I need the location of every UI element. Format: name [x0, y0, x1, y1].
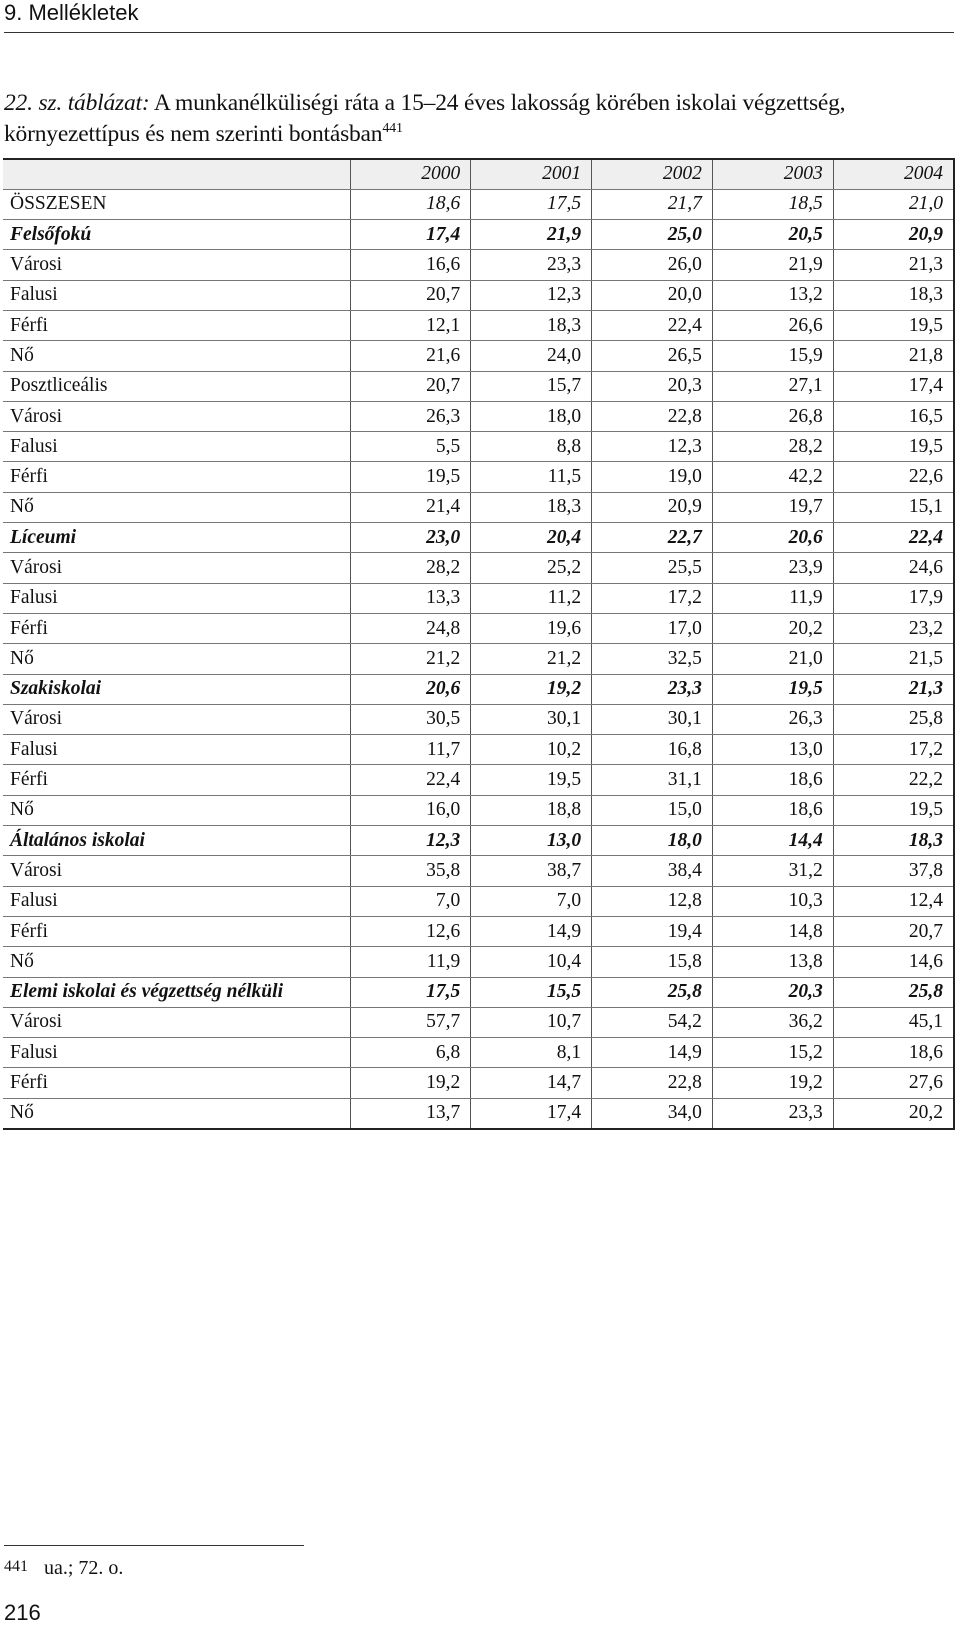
table-cell: 21,0	[833, 189, 954, 219]
table-row	[3, 674, 954, 704]
row-label: Nő	[3, 644, 350, 674]
table-cell: 22,8	[592, 401, 713, 431]
table-cell: 15,0	[592, 795, 713, 825]
table-cell: 10,7	[471, 1007, 592, 1037]
row-label: Nő	[3, 1098, 350, 1128]
table-row	[3, 341, 954, 371]
table-cell: 20,4	[471, 523, 592, 553]
table-cell: 35,8	[350, 856, 471, 886]
table-cell: 54,2	[592, 1007, 713, 1037]
table-cell: 20,3	[592, 371, 713, 401]
table-row	[3, 371, 954, 401]
table-cell: 8,8	[471, 432, 592, 462]
table-row	[3, 553, 954, 583]
table-cell: 23,3	[592, 674, 713, 704]
table-row	[3, 947, 954, 977]
table-cell: 20,5	[712, 220, 833, 250]
table-cell: 15,7	[471, 371, 592, 401]
header-row	[3, 159, 954, 189]
row-label: Szakiskolai	[3, 674, 350, 704]
table-cell: 27,1	[712, 371, 833, 401]
table-row	[3, 432, 954, 462]
table-cell: 15,8	[592, 947, 713, 977]
table-row	[3, 280, 954, 310]
table-cell: 23,0	[350, 523, 471, 553]
row-label: Falusi	[3, 1038, 350, 1068]
table-cell: 11,9	[350, 947, 471, 977]
table-cell: 21,2	[471, 644, 592, 674]
table-cell: 22,7	[592, 523, 713, 553]
table-cell: 10,2	[471, 735, 592, 765]
table-cell: 19,4	[592, 916, 713, 946]
table-cell: 18,3	[471, 492, 592, 522]
table-cell: 30,1	[471, 704, 592, 734]
table-cell: 17,4	[471, 1098, 592, 1128]
row-label: Férfi	[3, 1068, 350, 1098]
table-cell: 18,0	[471, 401, 592, 431]
table-cell: 15,2	[712, 1038, 833, 1068]
row-label: Nő	[3, 492, 350, 522]
table-cell: 20,3	[712, 977, 833, 1007]
table-row	[3, 250, 954, 280]
row-label: Falusi	[3, 432, 350, 462]
table-row	[3, 916, 954, 946]
table-cell: 18,6	[712, 795, 833, 825]
table-cell: 19,2	[350, 1068, 471, 1098]
row-label: Városi	[3, 1007, 350, 1037]
table-cell: 12,3	[592, 432, 713, 462]
table-cell: 31,2	[712, 856, 833, 886]
table-cell: 15,1	[833, 492, 954, 522]
table-cell: 14,4	[712, 826, 833, 856]
table-cell: 26,8	[712, 401, 833, 431]
table-cell: 15,5	[471, 977, 592, 1007]
table-cell: 21,8	[833, 341, 954, 371]
row-label: Posztliceális	[3, 371, 350, 401]
table-cell: 15,9	[712, 341, 833, 371]
table-cell: 22,4	[592, 310, 713, 340]
table-cell: 18,3	[471, 310, 592, 340]
table-cell: 18,3	[833, 826, 954, 856]
table-cell: 19,0	[592, 462, 713, 492]
table-cell: 11,5	[471, 462, 592, 492]
header-corner	[3, 159, 350, 189]
table-cell: 11,2	[471, 583, 592, 613]
table-row	[3, 795, 954, 825]
table-cell: 32,5	[592, 644, 713, 674]
table-cell: 34,0	[592, 1098, 713, 1128]
table-row	[3, 735, 954, 765]
table-cell: 17,2	[833, 735, 954, 765]
table-row	[3, 492, 954, 522]
table-row	[3, 1098, 954, 1128]
row-label: Városi	[3, 553, 350, 583]
table-cell: 18,6	[833, 1038, 954, 1068]
table-cell: 10,3	[712, 886, 833, 916]
table-cell: 14,9	[592, 1038, 713, 1068]
table-cell: 13,7	[350, 1098, 471, 1128]
table-row	[3, 462, 954, 492]
table-cell: 26,5	[592, 341, 713, 371]
table-cell: 20,2	[833, 1098, 954, 1128]
table-row	[3, 523, 954, 553]
table-cell: 18,0	[592, 826, 713, 856]
table-cell: 25,8	[833, 977, 954, 1007]
table-row	[3, 826, 954, 856]
row-label: Általános iskolai	[3, 826, 350, 856]
table-cell: 20,0	[592, 280, 713, 310]
table-cell: 21,2	[350, 644, 471, 674]
table-row	[3, 583, 954, 613]
table-cell: 21,9	[712, 250, 833, 280]
table-cell: 19,5	[350, 462, 471, 492]
table-cell: 17,5	[350, 977, 471, 1007]
table-cell: 36,2	[712, 1007, 833, 1037]
table-cell: 19,5	[471, 765, 592, 795]
table-row	[3, 977, 954, 1007]
table-cell: 17,5	[471, 189, 592, 219]
row-label: Felsőfokú	[3, 220, 350, 250]
table-cell: 18,8	[471, 795, 592, 825]
table-cell: 17,2	[592, 583, 713, 613]
table-cell: 13,0	[712, 735, 833, 765]
row-label: Városi	[3, 856, 350, 886]
table-cell: 19,7	[712, 492, 833, 522]
year-header: 2001	[471, 159, 592, 189]
table-cell: 21,7	[592, 189, 713, 219]
row-label: Férfi	[3, 310, 350, 340]
table-cell: 22,4	[833, 523, 954, 553]
table-cell: 26,3	[350, 401, 471, 431]
table-cell: 17,4	[350, 220, 471, 250]
table-cell: 12,6	[350, 916, 471, 946]
row-label: Nő	[3, 341, 350, 371]
table-cell: 22,2	[833, 765, 954, 795]
table-cell: 30,1	[592, 704, 713, 734]
running-header: 9. Mellékletek	[4, 0, 954, 33]
table-cell: 10,4	[471, 947, 592, 977]
table-cell: 21,4	[350, 492, 471, 522]
table-cell: 13,8	[712, 947, 833, 977]
table-cell: 18,6	[350, 189, 471, 219]
table-cell: 28,2	[350, 553, 471, 583]
table-cell: 37,8	[833, 856, 954, 886]
table-row	[3, 220, 954, 250]
table-row	[3, 704, 954, 734]
table-cell: 6,8	[350, 1038, 471, 1068]
table-cell: 18,5	[712, 189, 833, 219]
table-cell: 20,6	[350, 674, 471, 704]
table-row	[3, 765, 954, 795]
table-cell: 14,8	[712, 916, 833, 946]
table-cell: 16,5	[833, 401, 954, 431]
row-label: Falusi	[3, 583, 350, 613]
row-label: Falusi	[3, 735, 350, 765]
row-label: Nő	[3, 947, 350, 977]
table-cell: 7,0	[350, 886, 471, 916]
table-cell: 14,9	[471, 916, 592, 946]
table-cell: 7,0	[471, 886, 592, 916]
table-cell: 19,5	[833, 795, 954, 825]
table-cell: 20,9	[833, 220, 954, 250]
table-cell: 38,7	[471, 856, 592, 886]
footnote	[4, 1555, 123, 1580]
year-header: 2000	[350, 159, 471, 189]
table-cell: 23,9	[712, 553, 833, 583]
year-header: 2003	[712, 159, 833, 189]
footnote-ref: 441	[382, 121, 403, 136]
table-cell: 21,0	[712, 644, 833, 674]
table-cell: 20,2	[712, 613, 833, 643]
row-label: Elemi iskolai és végzettség nélküli	[3, 977, 350, 1007]
table-cell: 21,5	[833, 644, 954, 674]
table-cell: 17,4	[833, 371, 954, 401]
table-row	[3, 1038, 954, 1068]
table-cell: 25,8	[592, 977, 713, 1007]
row-label: Városi	[3, 704, 350, 734]
table-cell: 30,5	[350, 704, 471, 734]
table-cell: 20,7	[350, 280, 471, 310]
table-caption	[4, 88, 956, 150]
table-row	[3, 856, 954, 886]
row-label: Falusi	[3, 886, 350, 916]
table-cell: 20,7	[833, 916, 954, 946]
table-cell: 24,6	[833, 553, 954, 583]
table-row	[3, 613, 954, 643]
table-cell: 25,5	[592, 553, 713, 583]
table-cell: 22,6	[833, 462, 954, 492]
table-cell: 14,6	[833, 947, 954, 977]
table-row	[3, 644, 954, 674]
table-cell: 20,7	[350, 371, 471, 401]
table-cell: 19,5	[712, 674, 833, 704]
table-cell: 38,4	[592, 856, 713, 886]
table-cell: 22,8	[592, 1068, 713, 1098]
footnote-rule	[4, 1545, 304, 1546]
table-cell: 13,0	[471, 826, 592, 856]
table-cell: 12,4	[833, 886, 954, 916]
table-cell: 12,3	[350, 826, 471, 856]
table-cell: 42,2	[712, 462, 833, 492]
caption-label: 22. sz. táblázat:	[4, 90, 150, 116]
table-row	[3, 189, 954, 219]
row-label: Férfi	[3, 916, 350, 946]
table-cell: 21,9	[471, 220, 592, 250]
table-cell: 57,7	[350, 1007, 471, 1037]
table-cell: 12,3	[471, 280, 592, 310]
table-cell: 11,9	[712, 583, 833, 613]
page-number: 216	[4, 1600, 41, 1625]
table-cell: 17,0	[592, 613, 713, 643]
table-cell: 5,5	[350, 432, 471, 462]
table-cell: 16,8	[592, 735, 713, 765]
table-row	[3, 1007, 954, 1037]
table-cell: 23,2	[833, 613, 954, 643]
row-label: Nő	[3, 795, 350, 825]
table-cell: 19,2	[712, 1068, 833, 1098]
table-cell: 21,6	[350, 341, 471, 371]
table-cell: 8,1	[471, 1038, 592, 1068]
table-cell: 25,2	[471, 553, 592, 583]
table-row	[3, 310, 954, 340]
table-cell: 13,3	[350, 583, 471, 613]
row-label: Falusi	[3, 280, 350, 310]
table-cell: 19,5	[833, 310, 954, 340]
table-row	[3, 401, 954, 431]
table-cell: 11,7	[350, 735, 471, 765]
row-label: ÖSSZESEN	[3, 189, 350, 219]
table-cell: 16,6	[350, 250, 471, 280]
table-cell: 12,8	[592, 886, 713, 916]
table-cell: 25,8	[833, 704, 954, 734]
table-row	[3, 1068, 954, 1098]
table-cell: 25,0	[592, 220, 713, 250]
footnote-number: 441	[4, 1558, 28, 1575]
table-cell: 24,0	[471, 341, 592, 371]
table-row	[3, 886, 954, 916]
table-cell: 31,1	[592, 765, 713, 795]
table-cell: 45,1	[833, 1007, 954, 1037]
table-cell: 26,3	[712, 704, 833, 734]
table-cell: 21,3	[833, 674, 954, 704]
caption-text: A munkanélküliségi ráta a 15–24 éves lakosság körében iskolai végzettség, környezettípus és nem szerinti bontásban	[4, 90, 846, 147]
year-header: 2002	[592, 159, 713, 189]
table-cell: 22,4	[350, 765, 471, 795]
table-cell: 23,3	[471, 250, 592, 280]
table-cell: 24,8	[350, 613, 471, 643]
row-label: Férfi	[3, 462, 350, 492]
table-cell: 26,6	[712, 310, 833, 340]
table-cell: 13,2	[712, 280, 833, 310]
table-cell: 16,0	[350, 795, 471, 825]
table-cell: 21,3	[833, 250, 954, 280]
table-cell: 23,3	[712, 1098, 833, 1128]
row-label: Városi	[3, 250, 350, 280]
table-cell: 19,6	[471, 613, 592, 643]
unemployment-table	[3, 158, 955, 1130]
table-cell: 19,5	[833, 432, 954, 462]
row-label: Líceumi	[3, 523, 350, 553]
table-cell: 19,2	[471, 674, 592, 704]
table-cell: 27,6	[833, 1068, 954, 1098]
footnote-text: ua.; 72. o.	[44, 1557, 124, 1579]
row-label: Városi	[3, 401, 350, 431]
table-cell: 17,9	[833, 583, 954, 613]
table-cell: 26,0	[592, 250, 713, 280]
table-cell: 28,2	[712, 432, 833, 462]
row-label: Férfi	[3, 613, 350, 643]
table-cell: 12,1	[350, 310, 471, 340]
table-cell: 20,9	[592, 492, 713, 522]
table-cell: 18,3	[833, 280, 954, 310]
table-cell: 18,6	[712, 765, 833, 795]
row-label: Férfi	[3, 765, 350, 795]
table-cell: 14,7	[471, 1068, 592, 1098]
table-cell: 20,6	[712, 523, 833, 553]
year-header: 2004	[833, 159, 954, 189]
